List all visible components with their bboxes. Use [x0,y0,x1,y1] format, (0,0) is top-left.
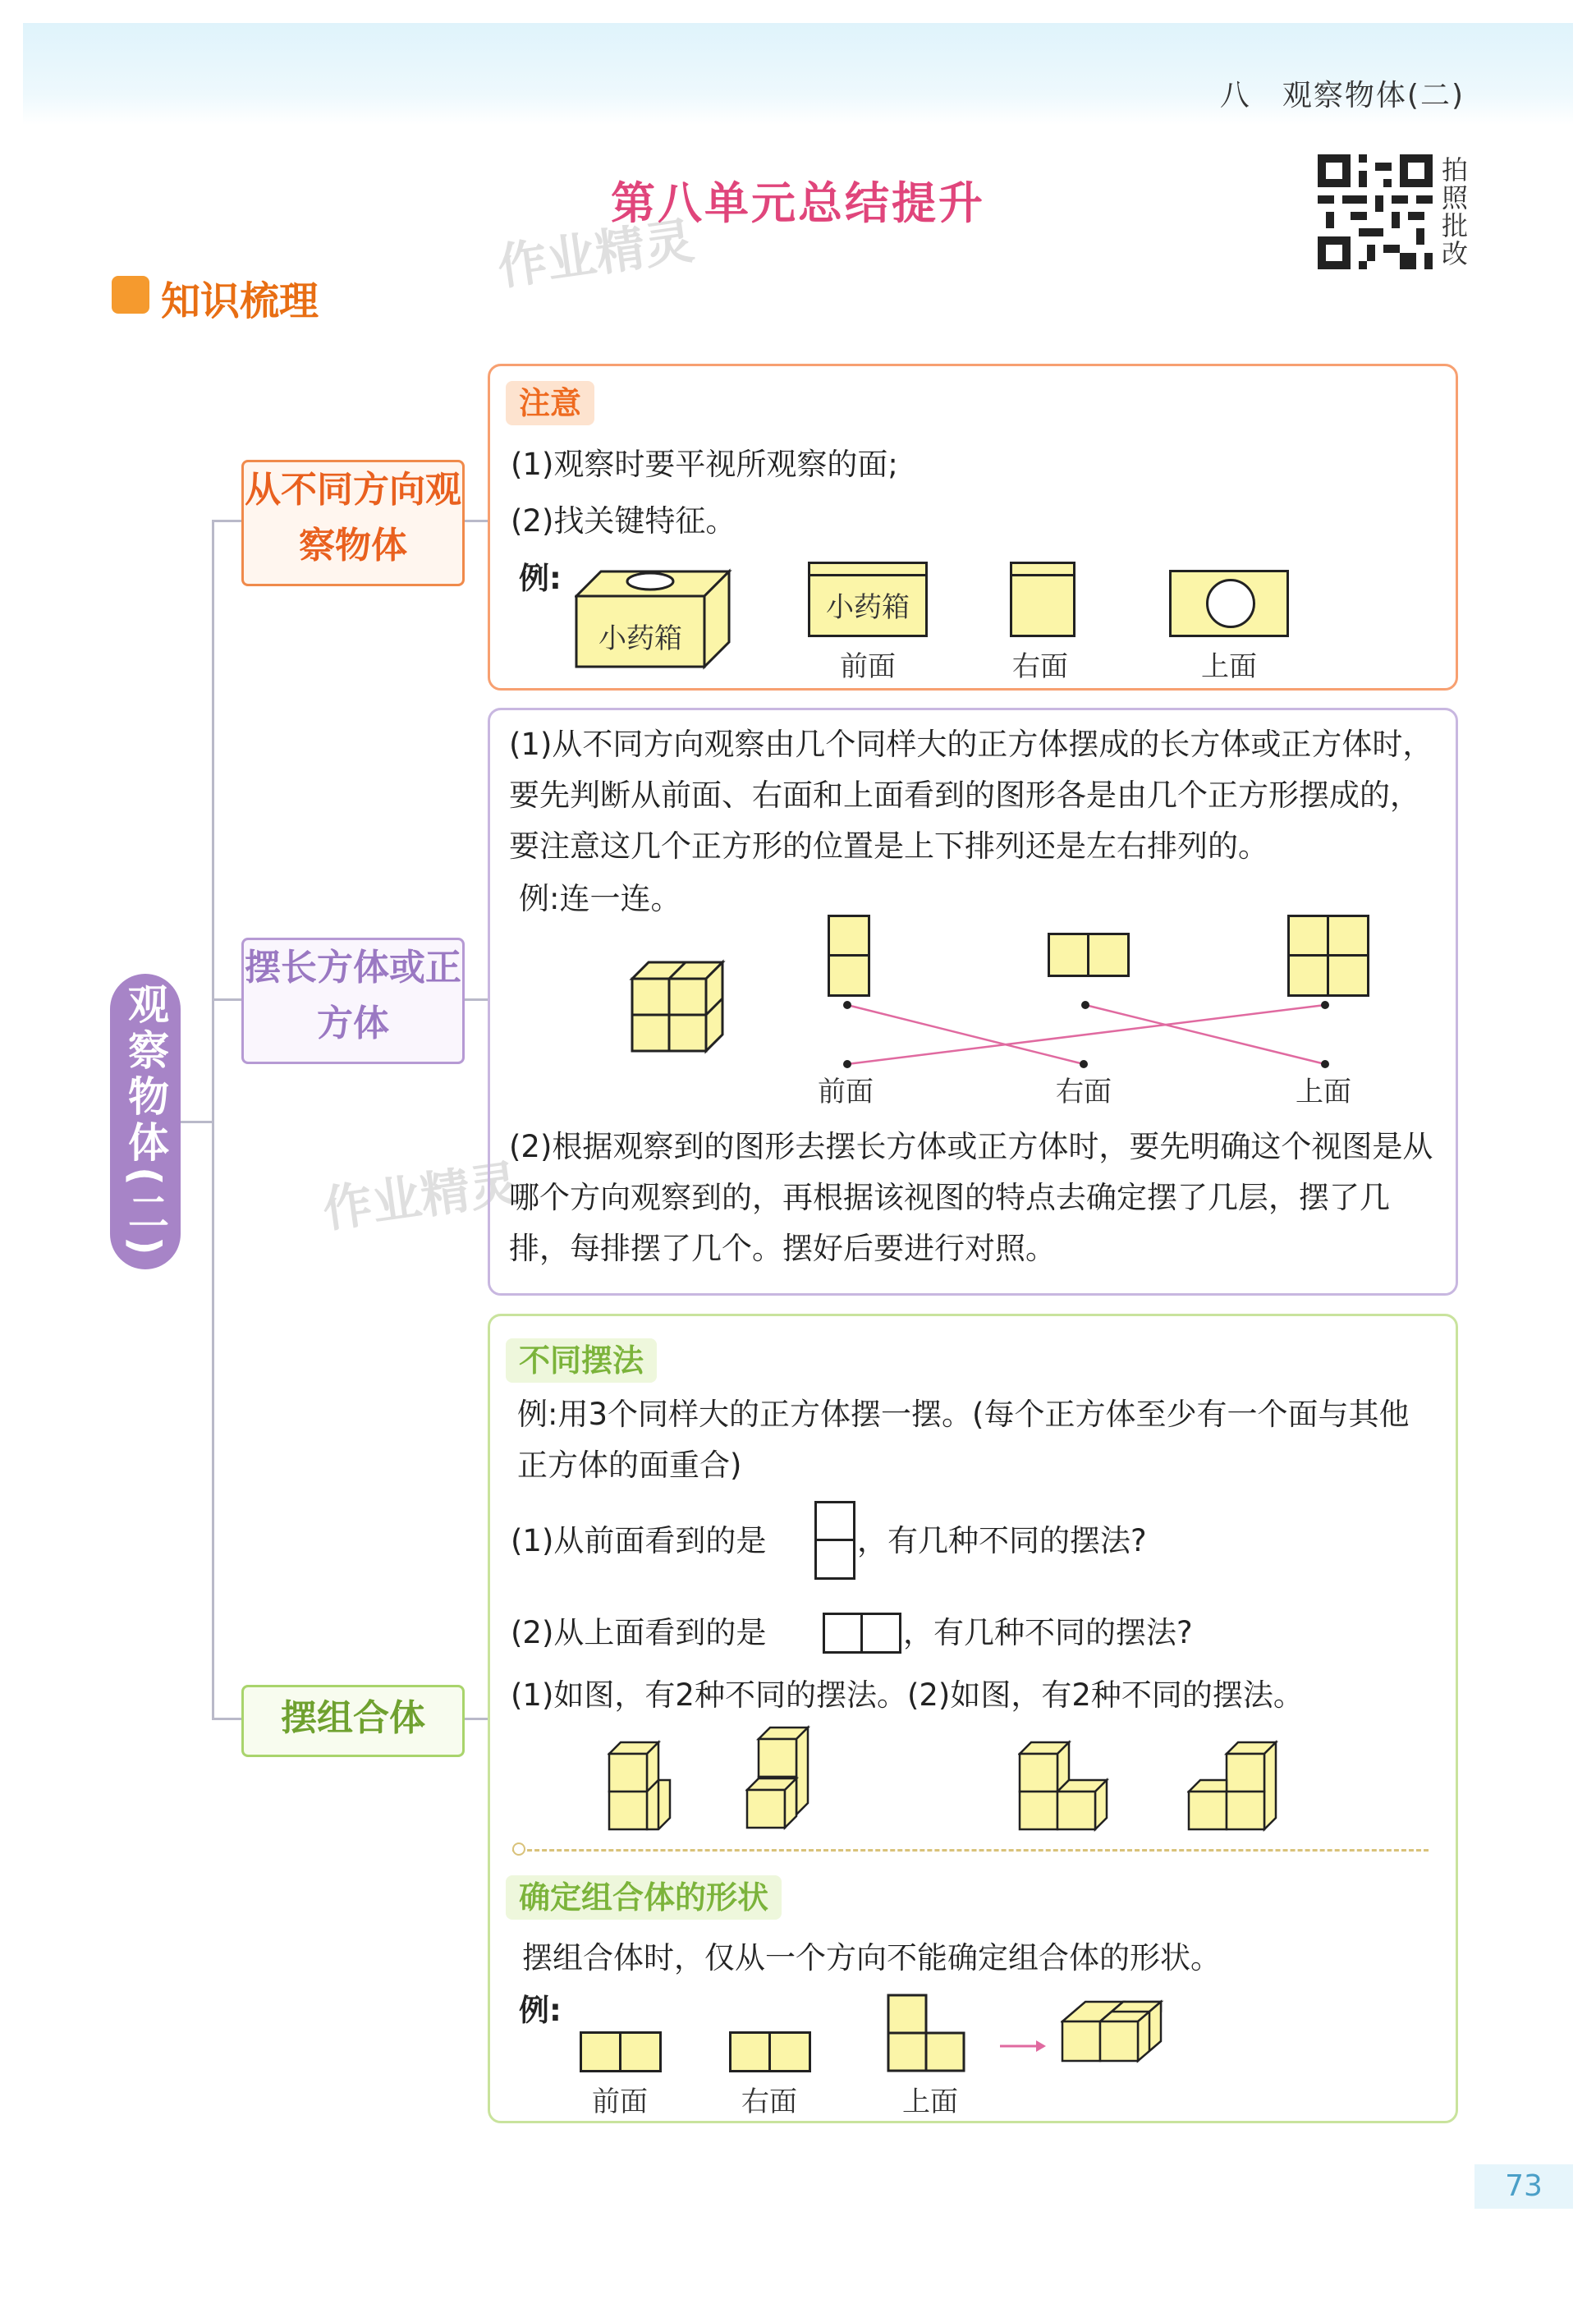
branch-build-composite: 摆组合体 [241,1685,465,1757]
option-vertical-pair [828,915,870,997]
note-line-1: (1)观察时要平视所观察的面; [511,447,898,482]
section-title: 知识梳理 [161,278,319,324]
connector [462,1718,488,1720]
tag-different-ways: 不同摆法 [506,1338,657,1383]
composite-note: 摆组合体时，仅从一个方向不能确定组合体的形状。 [522,1940,1221,1975]
connector [212,998,241,1001]
divider [512,1849,1429,1852]
caption-front: 前面 [840,650,896,683]
top-view-horizontal-pair [823,1613,901,1654]
watermark: 作业精灵 [493,212,698,297]
caption-front: 前面 [818,1076,874,1108]
qr-code-icon[interactable] [1318,154,1433,269]
option-horizontal-pair [1048,933,1130,977]
note-line-2: (2)找关键特征。 [511,503,736,539]
question-2-end: ，有几种不同的摆法? [903,1615,1193,1650]
example-label: 例: [519,1993,562,2028]
arrangement-2b [1187,1739,1294,1836]
paragraph-1: (1)从不同方向观察由几个同样大的正方体摆成的长方体或正方体时，要先判断从前面、右面和上面看到的图形各是由几个正方形摆成的，要注意这几个正方形的位置是上下排列还是左右排列的。 [509,727,1433,864]
matching-lines [821,995,1346,1069]
question-2-start: (2)从上面看到的是 [511,1615,767,1650]
divider-dot [512,1842,525,1856]
caption-top: 上面 [902,2086,958,2118]
front-view-vertical-pair [814,1501,855,1580]
qr-label: 拍照批改 [1442,154,1469,269]
branch-observe-directions: 从不同方向观察物体 [241,460,465,586]
composite-3d [1061,1997,1167,2076]
root-node: 观察物体(二) [110,974,181,1269]
composite-top-view [887,1994,969,2074]
connector [212,520,214,1719]
question-1-end: ，有几种不同的摆法? [857,1523,1147,1558]
connector [462,998,488,1001]
page-number: 73 [1474,2164,1573,2209]
example-label: 例: [519,561,562,596]
arrangement-2a [1018,1739,1125,1836]
box-label-3d: 小药箱 [598,622,682,655]
example-connect: 例:连一连。 [519,881,681,916]
arrow-right-icon [998,2036,1048,2056]
caption-right: 右面 [1012,650,1068,683]
caption-top: 上面 [1296,1076,1351,1108]
answer-line: (1)如图，有2种不同的摆法。(2)如图，有2种不同的摆法。 [511,1677,1304,1713]
tag-attention: 注意 [506,381,594,425]
page-title: 第八单元总结提升 [611,177,985,229]
connector [181,1121,213,1123]
option-2x2-grid [1287,915,1369,997]
cube-2x2-3d [629,959,727,1054]
section-book-icon [112,276,149,314]
composite-front-view [580,2031,662,2072]
question-1-start: (1)从前面看到的是 [511,1523,767,1558]
branch-build-cuboid: 摆长方体或正方体 [241,938,465,1064]
connector [212,520,241,522]
caption-top: 上面 [1201,650,1257,683]
composite-right-view [729,2031,811,2072]
paragraph-2: (2)根据观察到的图形去摆长方体或正方体时，要先明确这个视图是从哪个方向观察到的，再根据该视图的特点去确定摆了几层，摆了几排，每排摆了几个。摆好后要进行对照。 [509,1129,1433,1266]
watermark: 作业精灵 [319,1154,523,1240]
arrangement-1b [745,1724,828,1836]
connector [212,1718,241,1720]
caption-front: 前面 [592,2086,648,2118]
tag-determine-shape: 确定组合体的形状 [506,1875,782,1920]
right-view [1010,562,1075,637]
caption-right: 右面 [741,2086,797,2118]
chapter-title: 八 观察物体(二) [1219,79,1465,112]
example-three-cubes: 例:用3个同样大的正方体摆一摆。(每个正方体至少有一个面与其他正方体的面重合) [517,1397,1410,1483]
top-view [1169,570,1289,637]
arrangement-1a [608,1739,681,1836]
connector [462,520,488,522]
caption-right: 右面 [1056,1076,1112,1108]
front-view-label: 小药箱 [826,591,910,624]
